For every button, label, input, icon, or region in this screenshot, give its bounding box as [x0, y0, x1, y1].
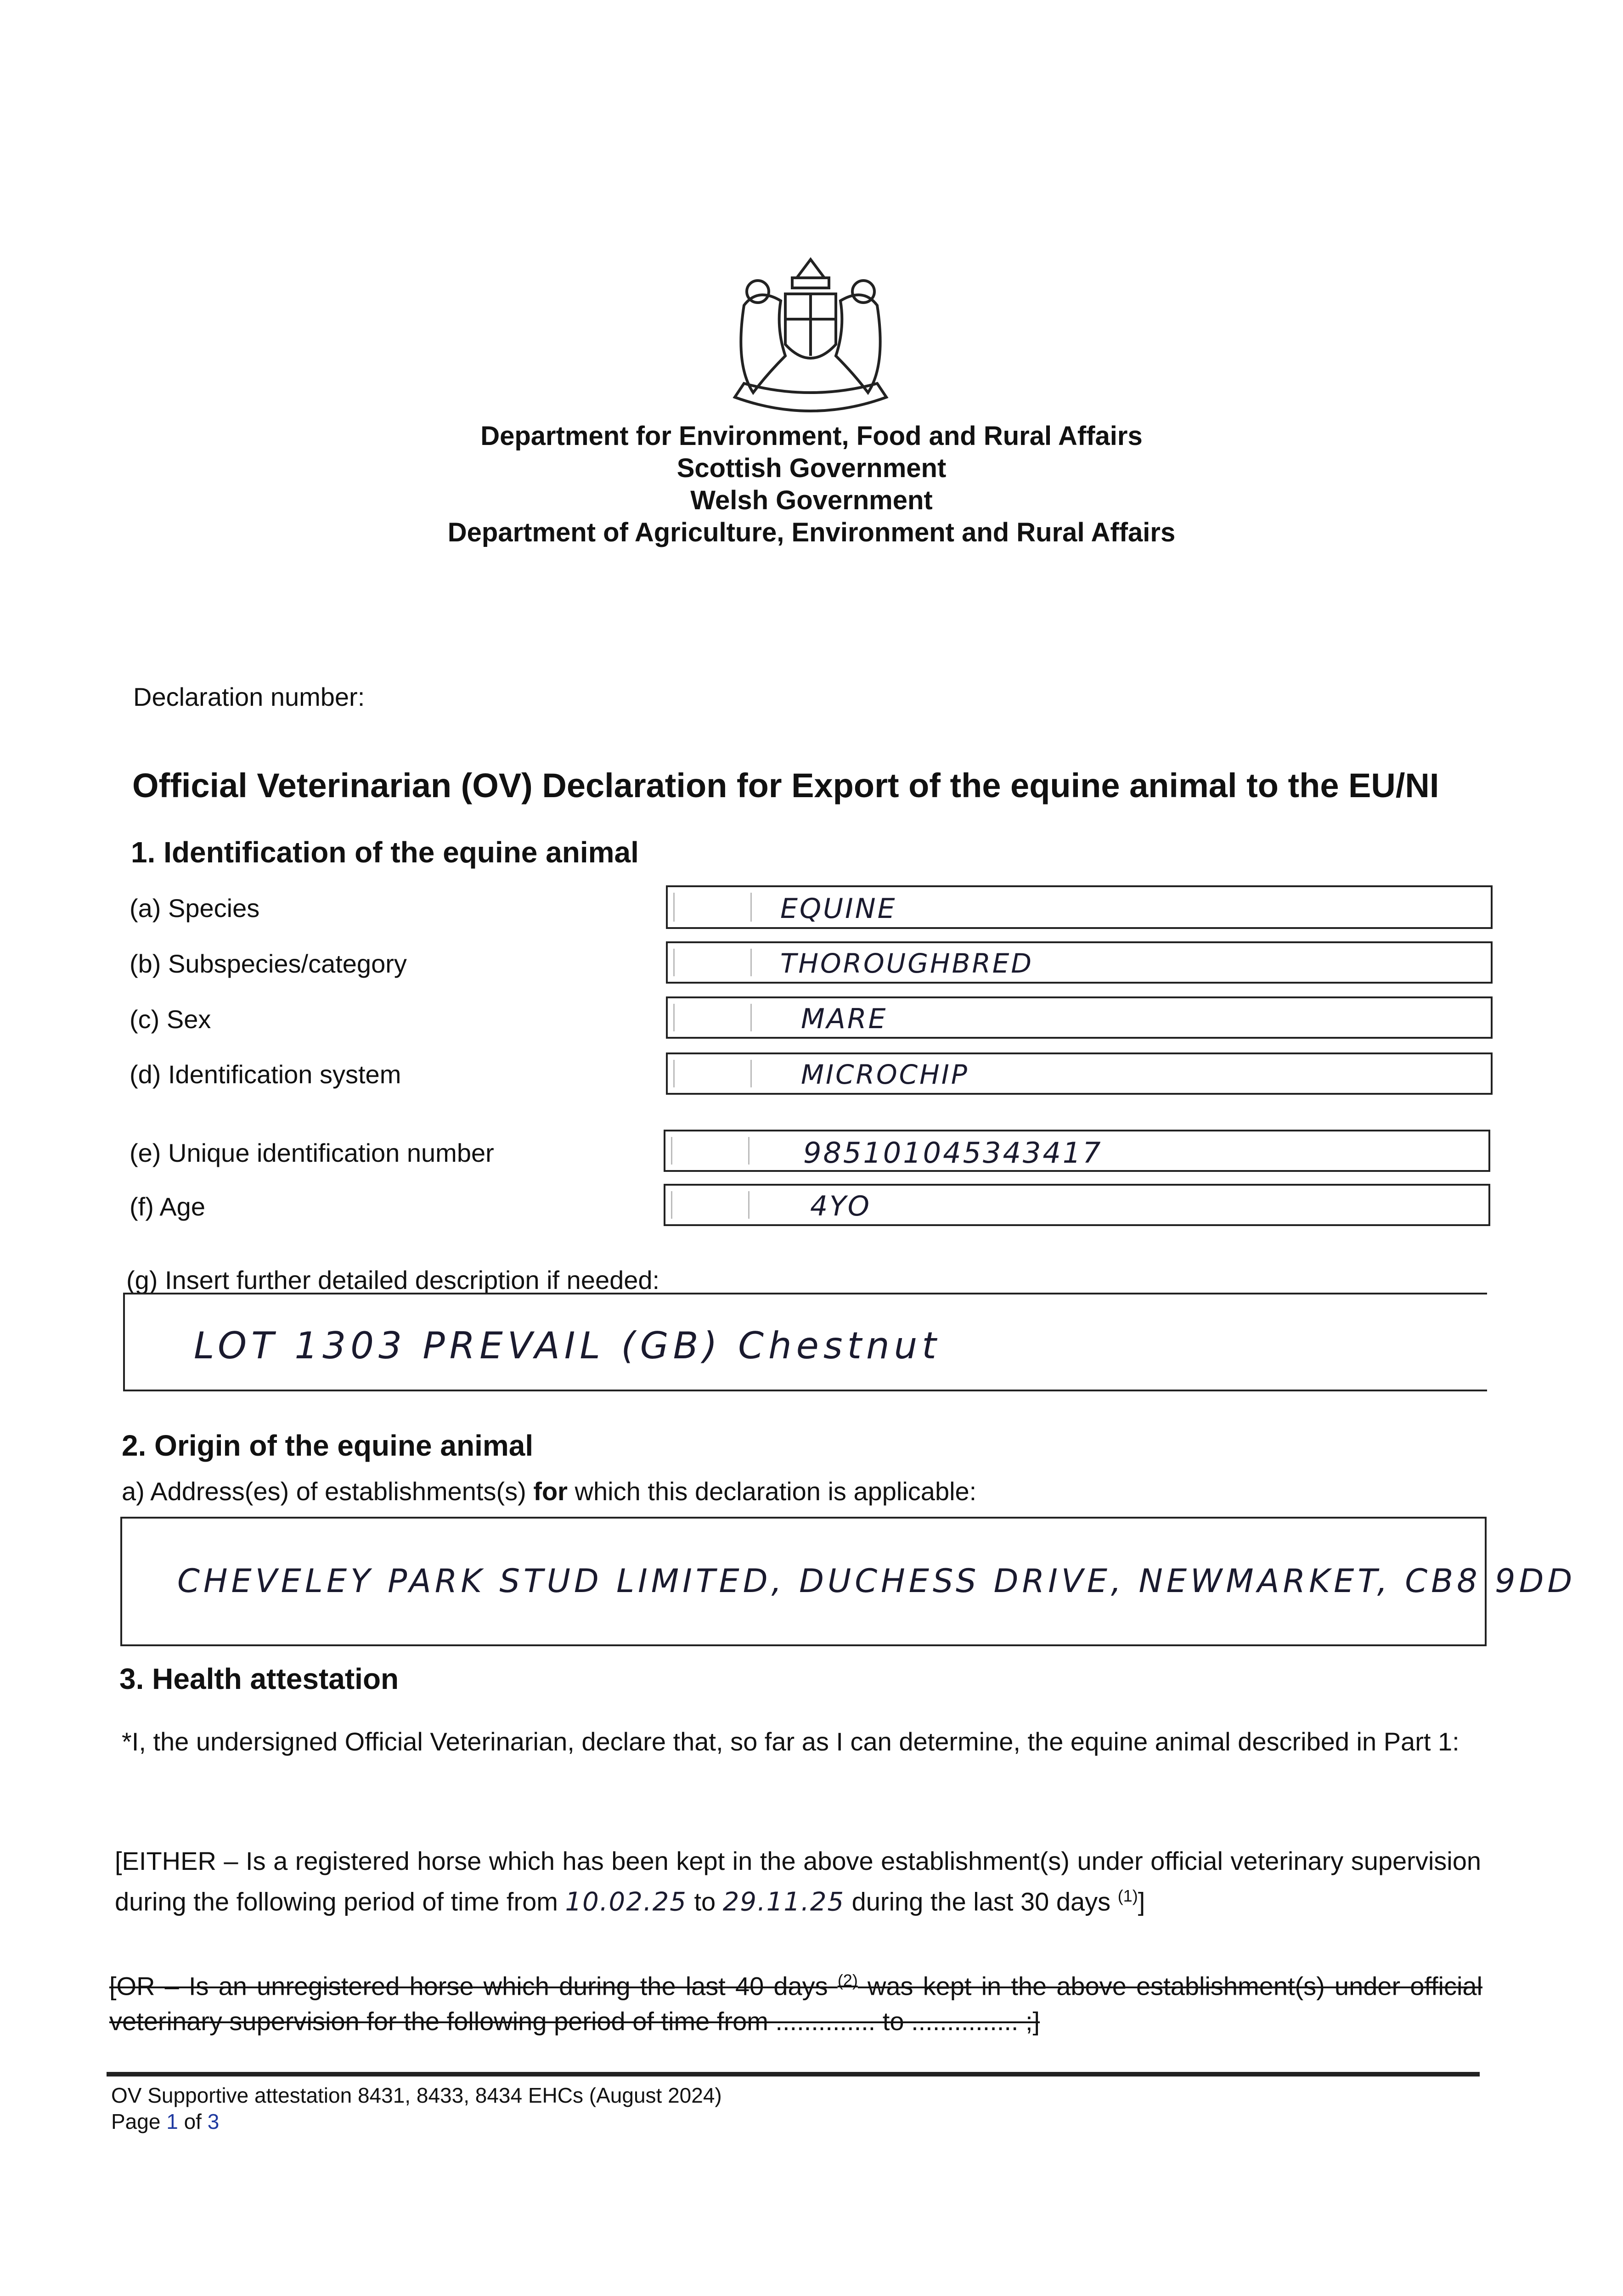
section-heading: 3. Health attestation: [119, 1662, 399, 1695]
footer-divider: [107, 2072, 1480, 2077]
or-clause-struck: [OR – Is an unregistered horse which during the last 40 days $^{(2)}$ was kept in the above establishment(s) under official veterinary supervision for the following period of time from .............. to ............... ;]: [109, 1971, 1482, 2036]
field-value: MICROCHIP: [801, 1059, 969, 1090]
to-date: 29.11.25: [722, 1887, 845, 1917]
field-value: LOT 1303 PREVAIL (GB) Chestnut: [194, 1324, 941, 1367]
attestation-intro: *I, the undersigned Official Veterinarian, declare that, so far as I can determine, the equine animal described in Part 1:: [122, 1727, 1460, 1756]
address-field[interactable]: [120, 1517, 1576, 1646]
royal-coat-of-arms-icon: [716, 250, 905, 416]
field-value: 985101045343417: [803, 1136, 1103, 1170]
subspecies-field[interactable]: [666, 941, 1493, 984]
field-value: MARE: [801, 1003, 888, 1035]
either-clause: [EITHER – Is a registered horse which has been kept in the above establishment(s) under official veterinary supervision during the following period of time from 10.02.25 to 29.11.25 during the last 30 days $^{(1)}$]: [115, 1846, 1481, 1917]
field-label: (c) Sex: [130, 1005, 211, 1034]
field-value: CHEVELEY PARK STUD LIMITED, DUCHESS DRIVE, NEWMARKET, CB8 9DD: [177, 1562, 1576, 1600]
further-description-label: (g) Insert further detailed description if needed:: [126, 1266, 660, 1294]
identification-system-field[interactable]: [666, 1052, 1493, 1095]
section-heading: 2. Origin of the equine animal: [122, 1429, 534, 1462]
page-number: Page 1 of 3: [111, 2110, 220, 2133]
further-description-field[interactable]: [123, 1293, 1487, 1391]
field-label: (e) Unique identification number: [130, 1138, 494, 1167]
field-value: EQUINE: [780, 893, 897, 925]
unique-id-field[interactable]: [664, 1130, 1490, 1172]
department-name: Department of Agriculture, Environment and Rural Affairs: [447, 518, 1176, 547]
department-name: Welsh Government: [690, 485, 933, 515]
field-value: 4YO: [810, 1190, 871, 1222]
document-title: Official Veterinarian (OV) Declaration for Export of the equine animal to the EU/NI: [132, 766, 1439, 805]
field-label: (d) Identification system: [130, 1060, 401, 1089]
section-heading: 1. Identification of the equine animal: [131, 836, 639, 869]
sex-field[interactable]: [666, 996, 1493, 1039]
field-label: (b) Subspecies/category: [130, 949, 407, 978]
species-field[interactable]: [666, 885, 1493, 929]
field-value: THOROUGHBRED: [780, 948, 1034, 979]
from-date: 10.02.25: [565, 1887, 687, 1917]
declaration-number-label: Declaration number:: [133, 682, 365, 711]
address-label: a) Address(es) of establishments(s) for which this declaration is applicable:: [122, 1477, 977, 1506]
department-name: Department for Environment, Food and Rural Affairs: [480, 421, 1143, 451]
footer-text: OV Supportive attestation 8431, 8433, 8434 EHCs (August 2024): [111, 2083, 722, 2107]
age-field[interactable]: [664, 1184, 1490, 1226]
field-label: (f) Age: [130, 1192, 205, 1221]
field-label: (a) Species: [130, 894, 260, 923]
department-name: Scottish Government: [676, 453, 947, 483]
